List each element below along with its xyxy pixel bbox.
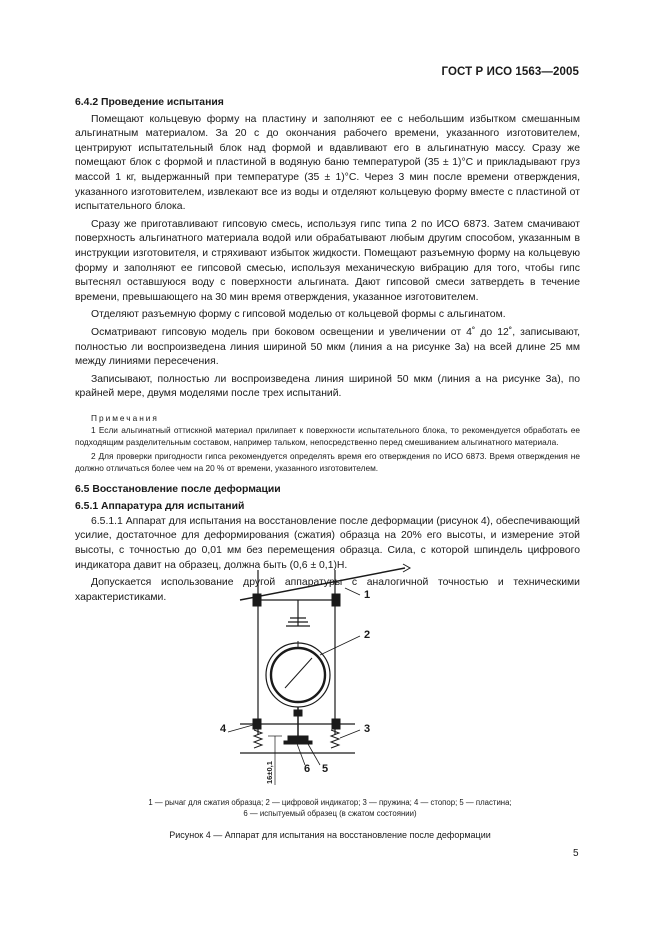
page-number: 5 (573, 848, 579, 859)
section-642-paragraph-3: Отделяют разъемную форму с гипсовой моделью от кольцевой формы с альгинатом. (91, 309, 506, 321)
legend-line-2: 6 — испытуемый образец (в сжатом состоянии) (243, 809, 417, 818)
section-65-paragraph-2: Допускается использование другой аппаратуры с аналогичной точностью и техническими характеристиками. (75, 577, 580, 603)
apparatus-figure (220, 560, 420, 790)
section-642-paragraph-5: Записывают, полностью ли воспроизведена линия шириной 50 мкм (линия а на рисунке 3а), по крайней мере, двумя моделями после трех испытаний. (75, 373, 580, 400)
figure-legend (100, 797, 560, 819)
figure-label-2: 2 (364, 629, 371, 641)
figure-label-1: 1 (364, 589, 371, 601)
section-642-paragraph-4: Осматривают гипсовую модель при боковом освещении и увеличении от 4˚ до 12˚, записывают, полностью ли воспроизведена линия шириной 50 мкм (линия а на рисунке 3а) на всей длине 25 мм между линиями пересечения. (75, 326, 580, 368)
section-642-paragraph-1: Помещают кольцевую форму на пластину и заполняют ее с небольшим избытком смешанным альгинатным материалом. За 20 с до окончания рабочего времени, указанного изготовителем, центрируют испытательный блок над формой и вдавливают его в альгинатную массу. Сразу же помещают блок с формой и пластиной в водяную баню температурой (35 ± 1)°С и прикладывают груз массой 1 кг, выдержанный при температуре (35 ± 1)°С. Через 3 мин после времени отверждения, указанного изготовителем, извлекают все из воды и отделяют кольцевую форму вместе с пластиной от испытательного блока. (75, 113, 580, 213)
main-text (75, 96, 580, 605)
standard-header: ГОСТ Р ИСО 1563—2005 (441, 66, 579, 78)
section-651-title: 6.5.1 Аппаратура для испытаний (75, 501, 245, 513)
figure-label-5: 5 (322, 763, 329, 775)
section-642-title: 6.4.2 Проведение испытания (75, 97, 224, 108)
section-65-title: 6.5 Восстановление после деформации (75, 483, 281, 495)
legend-line-1: 1 — рычаг для сжатия образца; 2 — цифровой индикатор; 3 — пружина; 4 — стопор; 5 — пластина; (148, 798, 512, 807)
figure-caption: Рисунок 4 — Аппарат для испытания на восстановление после деформации (169, 830, 491, 840)
figure-dimension: 16±0,1 (265, 761, 274, 784)
section-6511-paragraph: 6.5.1.1 Аппарат для испытания на восстановление после деформации (рисунок 4), обеспечивающий усилие, достаточное для деформирования (сжатия) образца на 20% его высоты, и измерение этой высоты, с точностью до 0,01 мм без перемещения образца. Сила, с которой шпиндель цифрового индикатора давит на образец, должна быть (0,6 ± 0,1)Н. (75, 515, 580, 571)
figure-label-3: 3 (364, 723, 371, 735)
figure-label-6: 6 (304, 763, 311, 775)
section-642-paragraph-2: Сразу же приготавливают гипсовую смесь, используя гипс типа 2 по ИСО 6873. Затем смачивают поверхность альгинатного материала водой или обрабатывают любым другим способом, указанным в инструкции изготовителя, и стряхивают избыток жидкости. Помещают разъемную форму на кольцевую форму и заполняют ее гипсовой смесью, используя механическую вибрацию для того, чтобы гипс вытеснял оставшуюся воду с поверхности альгината. Дают гипсовой смеси затвердеть в течение времени, превышающего на 30 мин время отверждения, указанное изготовителем. (75, 218, 580, 303)
notes-title: Примечания (91, 412, 159, 423)
figure-label-4: 4 (220, 723, 227, 735)
note-1: 1 Если альгинатный оттискной материал прилипает к поверхности испытательного блока, то рекомендуется обработать ее подходящим разделительным составом, например тальком, непосредственно перед смешиванием альгинатного материала. (75, 425, 580, 448)
note-2: 2 Для проверки пригодности гипса рекомендуется определять время его отверждения по ИСО 6873. Время отверждения не должно отличаться более чем на 20 % от времени, указанного изготовителем. (75, 451, 580, 473)
